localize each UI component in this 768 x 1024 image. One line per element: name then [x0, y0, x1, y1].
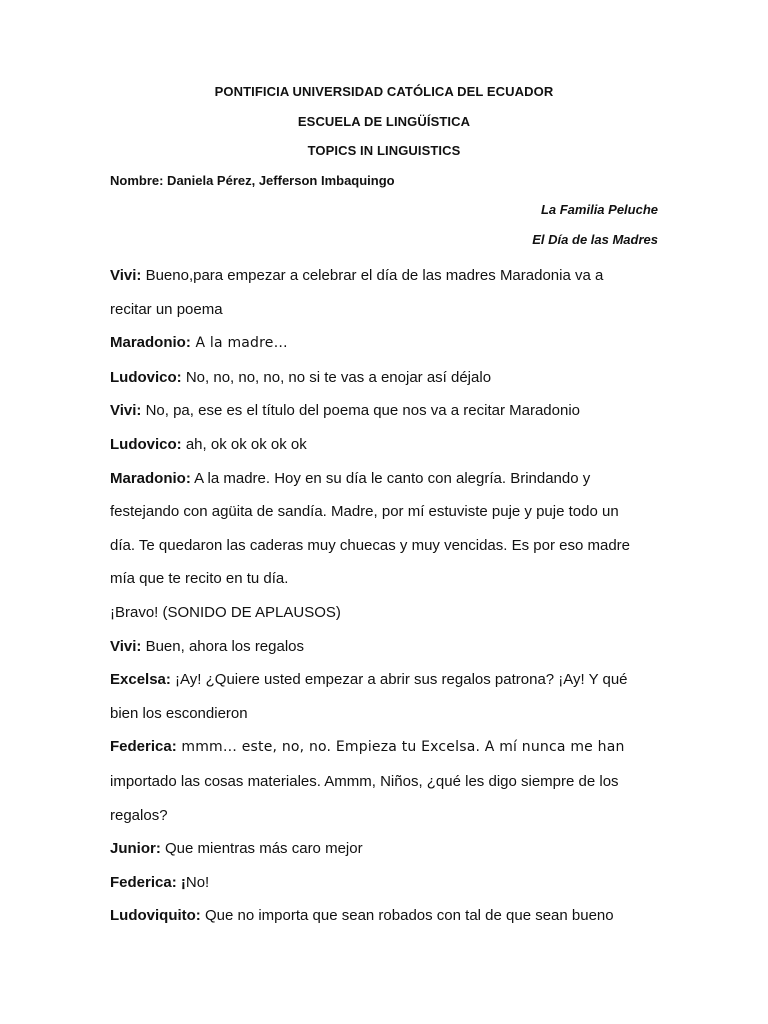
- speaker-name: Vivi:: [110, 267, 142, 284]
- dialogue-line: [110, 765, 665, 799]
- dialogue-line: [110, 899, 665, 933]
- school-heading: ESCUELA DE LINGÜÍSTICA: [297, 114, 471, 129]
- dialogue-line: [110, 394, 665, 428]
- speaker-name: Junior:: [110, 840, 161, 858]
- dialogue-line: [110, 866, 665, 900]
- dialogue-text: festejando con agüita de sandía. Madre, por mí estuviste puje y puje todo un: [110, 503, 619, 521]
- speaker-name: Vivi:: [110, 402, 142, 420]
- dialogue-text: Que mientras más caro mejor: [160, 840, 363, 858]
- dialogue-text: ah, ok ok ok ok ok: [181, 435, 307, 453]
- speaker-name: Excelsa:: [110, 671, 171, 689]
- speaker-name: Vivi:: [110, 637, 142, 655]
- course-heading: TOPICS IN LINGUISTICS: [307, 143, 461, 158]
- dialogue-text: No!: [185, 873, 210, 891]
- dialogue-text: A la madre. Hoy en su día le canto con alegría. Brindando y: [190, 469, 591, 487]
- dialogue-line: [110, 293, 665, 327]
- dialogue-line: [110, 462, 665, 496]
- dialogue-text: regalos?: [110, 806, 168, 824]
- dialogue-text: Buen, ahora los regalos: [141, 637, 305, 655]
- speaker-name: Ludoviquito:: [110, 907, 201, 925]
- dialogue-line: [110, 697, 665, 731]
- dialogue-line: [110, 596, 665, 630]
- work-title: La Familia Peluche: [540, 202, 658, 217]
- dialogue-line: [110, 799, 665, 833]
- dialogue-text: importado las cosas materiales. Ammm, Niños, ¿qué les digo siempre de los: [110, 772, 619, 790]
- dialogue-line: [110, 428, 665, 462]
- speaker-name: Ludovico:: [110, 368, 182, 386]
- dialogue-line: [110, 529, 665, 563]
- dialogue-line: [110, 832, 665, 866]
- dialogue-line: [110, 630, 665, 664]
- inverted-exclamation: ¡: [180, 873, 186, 891]
- dialogue-text: mía que te recito en tu día.: [110, 570, 289, 588]
- dialogue-line: [110, 259, 665, 293]
- dialogue-line: [110, 361, 665, 395]
- university-heading: PONTIFICIA UNIVERSIDAD CATÓLICA DEL ECUADOR: [214, 84, 554, 99]
- speaker-name: Federica:: [110, 738, 177, 756]
- dialogue-line: [110, 495, 665, 529]
- speaker-name: Maradonio:: [110, 334, 191, 352]
- dialogue-text: ¡Bravo! (SONIDO DE APLAUSOS): [110, 603, 341, 621]
- dialogue-text: bien los escondieron: [110, 704, 248, 722]
- dialogue-text: Bueno,para empezar a celebrar el día de las madres Maradonia va a: [141, 267, 604, 284]
- dialogue-line: [110, 663, 665, 697]
- dialogue-text: A la madre…: [190, 335, 288, 352]
- dialogue-text: ¡Ay! ¿Quiere usted empezar a abrir sus regalos patrona? ¡Ay! Y qué: [170, 671, 628, 689]
- dialogue-text: día. Te quedaron las caderas muy chuecas y muy vencidas. Es por eso madre: [110, 536, 630, 554]
- dialogue-text: recitar un poema: [110, 300, 223, 318]
- speaker-name: Maradonio:: [110, 469, 191, 487]
- speaker-name: Federica:: [110, 873, 177, 891]
- dialogue-text: No, pa, ese es el título del poema que nos va a recitar Maradonio: [141, 402, 580, 420]
- author-names: Nombre: Daniela Pérez, Jefferson Imbaquingo: [110, 173, 395, 188]
- dialogue-body: [110, 259, 665, 933]
- dialogue-text: Que no importa que sean robados con tal de que sean bueno: [200, 907, 614, 925]
- dialogue-line: [110, 326, 665, 361]
- episode-title: El Día de las Madres: [532, 232, 658, 247]
- dialogue-text: No, no, no, no, no si te vas a enojar así déjalo: [181, 368, 492, 386]
- speaker-name: Ludovico:: [110, 435, 182, 453]
- dialogue-text: mmm… este, no, no. Empieza tu Excelsa. A mí nunca me han: [176, 739, 625, 756]
- dialogue-line: [110, 730, 665, 765]
- dialogue-line: [110, 562, 665, 596]
